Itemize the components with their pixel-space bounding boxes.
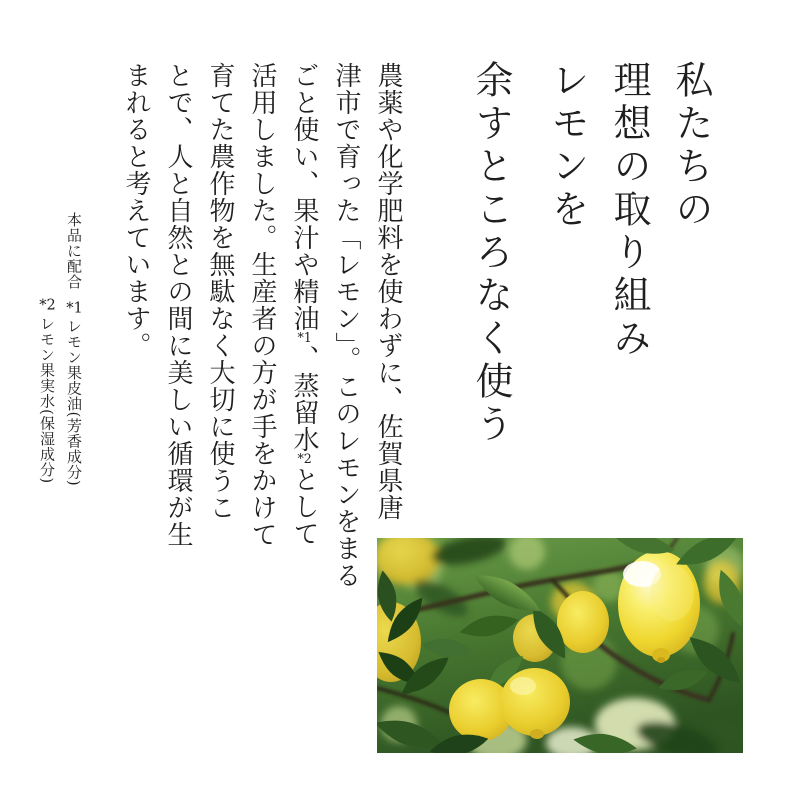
page-title — [460, 60, 722, 447]
lemon-tree-photo — [377, 538, 743, 753]
body-column-2: 津市で育った「レモン」。このレモンをまる — [331, 62, 361, 589]
footnote-2 — [34, 297, 59, 484]
body-text: ごと使い、果汁や精油 — [289, 62, 319, 332]
body-text: として — [289, 466, 319, 547]
lemon-center — [557, 591, 609, 653]
body-column-4: 活用しました。生産者の方が手をかけて — [247, 62, 277, 548]
body-column-1: 農薬や化学肥料を使わずに、佐賀県唐 — [373, 62, 403, 521]
footnote-2-text: レモン果実水(保湿成分) — [38, 316, 56, 484]
heading-line-4: 余すところなく使う — [469, 60, 513, 447]
footnote-ref-2: *2 — [297, 453, 312, 466]
lemon-photo-graphic — [377, 538, 743, 753]
heading-line-1: 私たちの — [669, 60, 713, 232]
body-column-6: とで、人と自然との間に美しい循環が生 — [163, 62, 193, 548]
body-column-7: まれると考えています。 — [121, 62, 151, 359]
heading-line-2: 理想の取り組み — [607, 60, 651, 361]
footnote-ref-1: *1 — [297, 332, 312, 345]
footnote-1-text: レモン果皮油(芳香成分) — [65, 318, 83, 487]
footnote-1 — [61, 212, 86, 486]
body-column-5: 育てた農作物を無駄なく大切に使うこ — [205, 62, 235, 521]
heading-line-3: レモンを — [545, 60, 589, 232]
footnote-2-ref: *2 — [39, 297, 56, 312]
body-text: 、蒸留水 — [289, 345, 319, 453]
body-column-3 — [283, 62, 325, 589]
footnote-1-ref: *1 — [66, 299, 83, 315]
lemon-bottom-right — [500, 668, 570, 736]
body-paragraph — [115, 62, 409, 589]
footnote-intro: 本品に配合 — [65, 212, 83, 290]
